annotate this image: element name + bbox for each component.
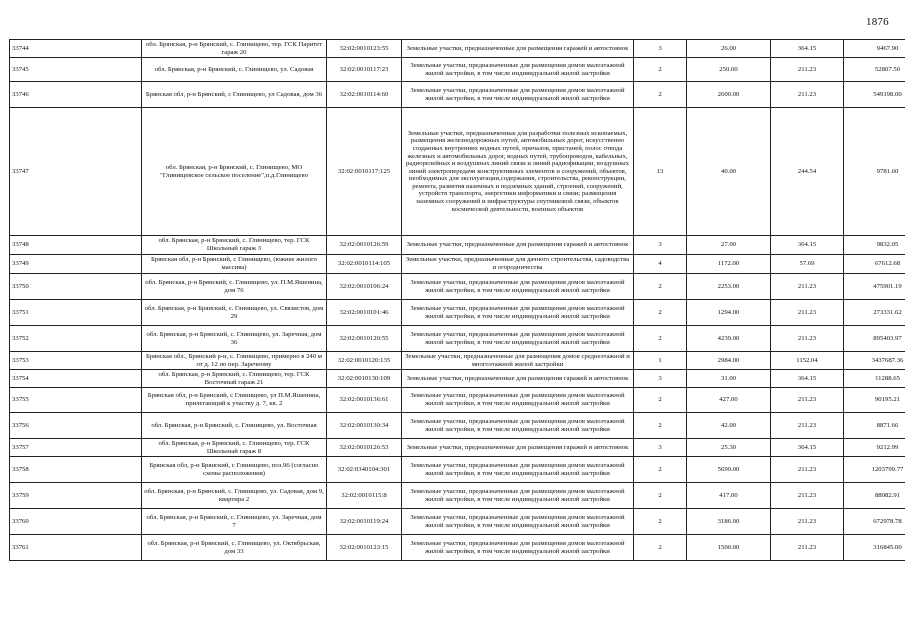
permitted-use-cell: Земельные участки, предназначенные для размещения домов малоэтажной жилой застройки, в том числе индивидуальной жилой застройки [402,58,634,82]
cadastral-number-cell: 32:02:0010119:24 [327,509,402,535]
cadastral-number-cell: 32:02:0010114:105 [327,255,402,274]
cadastral-value-cell: 1203799.77 [844,457,905,483]
record-number-cell: 33747 [10,108,142,236]
cadastral-value-cell: 9781.60 [844,108,905,236]
specific-value-cell: 211.23 [771,483,844,509]
table-row [10,483,905,509]
cadastral-number-cell: 32:02:0010120:55 [327,326,402,352]
area-cell: 5699.00 [687,457,771,483]
use-group-cell: 3 [634,40,687,58]
address-cell: обл. Брянская, р-н Брянский, с. Глинищево, тер. ГСК Восточный гараж 21 [142,370,327,388]
record-number-cell: 33753 [10,352,142,370]
permitted-use-cell: Земельные участки, предназначенные для размещения гаражей и автостоянок [402,370,634,388]
specific-value-cell: 211.23 [771,326,844,352]
address-cell: Брянская обл, р-н Брянский, с Глинищево, поз.96 (согласно схемы расположения) [142,457,327,483]
record-number-cell: 33749 [10,255,142,274]
address-cell: Брянская обл, р-н Брянский, с Глинищево, ул Садовая, дом 36 [142,82,327,108]
area-cell: 25.30 [687,439,771,457]
cadastral-number-cell: 32:02:0010117:23 [327,58,402,82]
table-row [10,255,905,274]
use-group-cell: 2 [634,300,687,326]
area-cell: 250.00 [687,58,771,82]
specific-value-cell: 211.23 [771,58,844,82]
use-group-cell: 2 [634,82,687,108]
specific-value-cell: 364.15 [771,439,844,457]
table-row [10,58,905,82]
permitted-use-cell: Земельные участки, предназначенные для размещения домов малоэтажной жилой застройки, в том числе индивидуальной жилой застройки [402,509,634,535]
permitted-use-cell: Земельные участки, предназначенные для размещения домов малоэтажной жилой застройки, в том числе индивидуальной жилой застройки [402,300,634,326]
register-table [9,39,905,561]
cadastral-value-cell: 273331.62 [844,300,905,326]
area-cell: 417.00 [687,483,771,509]
cadastral-number-cell: 32:02:0010126:53 [327,439,402,457]
address-cell: обл. Брянская, р-н Брянский, с. Глинищево, ул. Октябрьская, дом 33 [142,535,327,561]
table-row [10,108,905,236]
use-group-cell: 2 [634,388,687,413]
use-group-cell: 4 [634,255,687,274]
use-group-cell: 13 [634,108,687,236]
specific-value-cell: 364.15 [771,370,844,388]
table-row [10,236,905,255]
specific-value-cell: 1152.04 [771,352,844,370]
specific-value-cell: 211.23 [771,388,844,413]
page-number: 1876 [866,16,889,28]
record-number-cell: 33758 [10,457,142,483]
cadastral-value-cell: 3437687.36 [844,352,905,370]
cadastral-value-cell: 316845.00 [844,535,905,561]
record-number-cell: 33757 [10,439,142,457]
record-number-cell: 33744 [10,40,142,58]
record-number-cell: 33756 [10,413,142,439]
table-row [10,352,905,370]
permitted-use-cell: Земельные участки, предназначенные для разработки полезных ископаемых, размещения железнодорожных путей, автомобильных дорог, искусственно созданных внутренних водных путей, причалов, пристаней, полос отвода железных и автомобильных дорог, водных путей, трубопроводов, кабельных, радиорелейных и воздушных линий связи и линий радиофикации, воздушных линий электропередачи конструктивных элементов и сооружений, объектов, необходимых для эксплуатации,содержания, строительства, реконструкции, ремонта, развития наземных и подземных зданий, строений, сооружений, устройств транспорта, энергетики информатики и связи; размещения наземных сооружений и инфраструктуры спутниковой связи, объектов космической деятельности, военных объектов [402,108,634,236]
address-cell: обл. Брянская, р-н Брянский, с. Глинищево, тер. ГСК Школьный гараж 3 [142,236,327,255]
specific-value-cell: 211.23 [771,413,844,439]
address-cell: обл. Брянская, р-н Брянский, с. Глинищево, МО "Глинищевское сельское поселение",п.д.Глинищево [142,108,327,236]
use-group-cell: 2 [634,413,687,439]
area-cell: 2253.00 [687,274,771,300]
address-cell: обл. Брянская, р-н Брянский, с. Глинищево, ул. Садовая, дом 9, квартира 2 [142,483,327,509]
area-cell: 2984.00 [687,352,771,370]
permitted-use-cell: Земельные участки, предназначенные для размещения домов малоэтажной жилой застройки, в том числе индивидуальной жилой застройки [402,388,634,413]
cadastral-number-cell: 32:02:0010123:15 [327,535,402,561]
use-group-cell: 2 [634,58,687,82]
use-group-cell: 2 [634,457,687,483]
use-group-cell: 2 [634,483,687,509]
permitted-use-cell: Земельные участки, предназначенные для размещения гаражей и автостоянок [402,40,634,58]
address-cell: обл. Брянская, р-н Брянский, с. Глинищево, тер. ГСК Паритет гараж 20 [142,40,327,58]
use-group-cell: 2 [634,274,687,300]
permitted-use-cell: Земельные участки, предназначенные для дачного строительства, садоводства и огородничества [402,255,634,274]
cadastral-value-cell: 90195.21 [844,388,905,413]
cadastral-value-cell: 549198.00 [844,82,905,108]
area-cell: 27.00 [687,236,771,255]
specific-value-cell: 211.23 [771,82,844,108]
area-cell: 2600.00 [687,82,771,108]
address-cell: обл. Брянская, р-н Брянский, с. Глинищево, тер. ГСК Школьный гараж 8 [142,439,327,457]
area-cell: 1172.00 [687,255,771,274]
specific-value-cell: 57.69 [771,255,844,274]
cadastral-value-cell: 9212.99 [844,439,905,457]
address-cell: обл. Брянская, р-н Брянский, с. Глинищево, ул. Восточная [142,413,327,439]
cadastral-value-cell: 475901.19 [844,274,905,300]
use-group-cell: 2 [634,326,687,352]
address-cell: Брянская обл, р-н Брянский, с Глинищево, ул П.М.Яшенина, прилегающий к участку д. 7, кв. 2 [142,388,327,413]
specific-value-cell: 364.15 [771,40,844,58]
table-row [10,370,905,388]
address-cell: обл. Брянская, р-н Брянский, с. Глинищево, ул. Связистов, дом 29 [142,300,327,326]
permitted-use-cell: Земельные участки, предназначенные для размещения домов малоэтажной жилой застройки, в том числе индивидуальной жилой застройки [402,413,634,439]
table-row [10,535,905,561]
table-row [10,40,905,58]
use-group-cell: 3 [634,439,687,457]
record-number-cell: 33748 [10,236,142,255]
cadastral-value-cell: 895403.97 [844,326,905,352]
record-number-cell: 33761 [10,535,142,561]
cadastral-number-cell: 32:02:0010106:24 [327,274,402,300]
table-row [10,509,905,535]
table-row [10,413,905,439]
permitted-use-cell: Земельные участки, предназначенные для размещения домов малоэтажной жилой застройки, в том числе индивидуальной жилой застройки [402,483,634,509]
cadastral-number-cell: 32:02:0010126:59 [327,236,402,255]
cadastral-number-cell: 32:02:0010101:46 [327,300,402,326]
area-cell: 427.00 [687,388,771,413]
area-cell: 40.00 [687,108,771,236]
table-row [10,274,905,300]
record-number-cell: 33754 [10,370,142,388]
cadastral-number-cell: 32:02:0340104:301 [327,457,402,483]
use-group-cell: 2 [634,535,687,561]
area-cell: 42.00 [687,413,771,439]
table-row [10,439,905,457]
cadastral-value-cell: 67612.68 [844,255,905,274]
cadastral-value-cell: 9832.05 [844,236,905,255]
record-number-cell: 33750 [10,274,142,300]
permitted-use-cell: Земельные участки, предназначенные для размещения гаражей и автостоянок [402,236,634,255]
cadastral-value-cell: 9467.90 [844,40,905,58]
address-cell: обл. Брянская, р-н Брянский, с. Глинищево, ул. Заречная, дом 36 [142,326,327,352]
permitted-use-cell: Земельные участки, предназначенные для размещения домов малоэтажной жилой застройки, в том числе индивидуальной жилой застройки [402,82,634,108]
specific-value-cell: 364.15 [771,236,844,255]
area-cell: 26.00 [687,40,771,58]
table-row [10,457,905,483]
area-cell: 1294.00 [687,300,771,326]
cadastral-value-cell: 11288.65 [844,370,905,388]
permitted-use-cell: Земельные участки, предназначенные для размещения домов малоэтажной жилой застройки, в том числе индивидуальной жилой застройки [402,274,634,300]
record-number-cell: 33760 [10,509,142,535]
permitted-use-cell: Земельные участки, предназначенные для размещения домов среднеэтажной и многоэтажной жилой застройки [402,352,634,370]
cadastral-value-cell: 88082.91 [844,483,905,509]
cadastral-number-cell: 32:02:0010120:135 [327,352,402,370]
address-cell: Брянская обл, р-н Брянский, с Глинищево, (южнее жилого массива) [142,255,327,274]
record-number-cell: 33745 [10,58,142,82]
use-group-cell: 2 [634,509,687,535]
specific-value-cell: 211.23 [771,274,844,300]
specific-value-cell: 211.23 [771,535,844,561]
table-row [10,300,905,326]
specific-value-cell: 211.23 [771,300,844,326]
cadastral-value-cell: 52807.50 [844,58,905,82]
record-number-cell: 33752 [10,326,142,352]
address-cell: обл. Брянская, р-н Брянский, с. Глинищево, ул. П.М.Яшенина, дом 76 [142,274,327,300]
permitted-use-cell: Земельные участки, предназначенные для размещения домов малоэтажной жилой застройки, в том числе индивидуальной жилой застройки [402,457,634,483]
table-row [10,388,905,413]
specific-value-cell: 211.23 [771,457,844,483]
record-number-cell: 33755 [10,388,142,413]
cadastral-number-cell: 32:02:0010123:55 [327,40,402,58]
permitted-use-cell: Земельные участки, предназначенные для размещения домов малоэтажной жилой застройки, в том числе индивидуальной жилой застройки [402,535,634,561]
permitted-use-cell: Земельные участки, предназначенные для размещения домов малоэтажной жилой застройки, в том числе индивидуальной жилой застройки [402,326,634,352]
area-cell: 31.00 [687,370,771,388]
use-group-cell: 3 [634,236,687,255]
address-cell: обл. Брянская, р-н Брянский, с. Глинищево, ул. Заречная, дом 7 [142,509,327,535]
cadastral-value-cell: 8871.66 [844,413,905,439]
record-number-cell: 33759 [10,483,142,509]
address-cell: Брянская обл., Брянский р-н, с. Глинищево, примерно в 240 м от д. 12 по пер. Заречному [142,352,327,370]
table-row [10,82,905,108]
use-group-cell: 3 [634,370,687,388]
area-cell: 1500.00 [687,535,771,561]
specific-value-cell: 211.23 [771,509,844,535]
address-cell: обл. Брянская, р-н Брянский, с. Глинищево, ул. Садовая [142,58,327,82]
permitted-use-cell: Земельные участки, предназначенные для размещения гаражей и автостоянок [402,439,634,457]
specific-value-cell: 244.54 [771,108,844,236]
register-rows [10,40,905,561]
cadastral-value-cell: 672978.78 [844,509,905,535]
cadastral-number-cell: 32:02:0010136:61 [327,388,402,413]
cadastral-number-cell: 32:02:0010115:8 [327,483,402,509]
cadastral-number-cell: 32:02:0010114:60 [327,82,402,108]
area-cell: 4239.00 [687,326,771,352]
area-cell: 3186.00 [687,509,771,535]
record-number-cell: 33746 [10,82,142,108]
cadastral-number-cell: 32:02:0010130:34 [327,413,402,439]
cadastral-number-cell: 32:02:0010117:125 [327,108,402,236]
cadastral-number-cell: 32:02:0010130:109 [327,370,402,388]
use-group-cell: 1 [634,352,687,370]
table-row [10,326,905,352]
record-number-cell: 33751 [10,300,142,326]
